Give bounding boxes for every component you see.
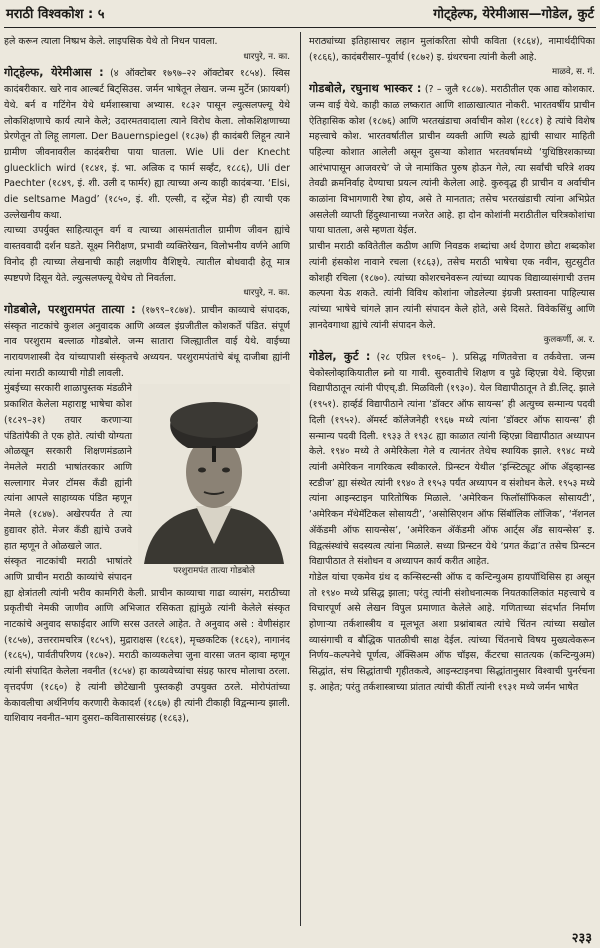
column-divider [300, 32, 301, 926]
entry-godbole-raghunath [309, 81, 595, 239]
entry-godel-kurt [309, 349, 595, 570]
entry-text: (१७९९–१८७४). प्राचीन काव्याचे संपादक, संस्कृत नाटकांचे कुशल अनुवादक आणि अव्वल इंग्रजीतील कोशकर्ते पंडित. संपूर्ण नाव परशुराम बल्लाळ गोडबोले. जन्म सातारा जिल्ह्यातील वाई येथे. वाईच्या नारायणशास्त्री देव यांच्यापाशी संस्कृतचे अध्ययन. परशुरामपंतांचे बंधू दाजीबा ह्यांनी त्यांना मराठी काव्याची गोडी लावली. [4, 304, 290, 379]
author-signature: माळवे, स. गं. [552, 67, 595, 78]
entry-heading: गोडबोले, रघुनाथ भास्कर : [309, 82, 422, 96]
author-signature: धारपुरे, न. का. [243, 51, 290, 62]
entry-heading: गोडेल, कुर्ट : [309, 350, 371, 364]
header-entry-range: गोट्हेल्फ, येरेमीआस—गोडेल, कुर्ट [433, 7, 594, 22]
header-rule [4, 27, 596, 28]
entry-text: (? – जुलै १८८७). मराठीतील एक आद्य कोशकार. जन्म वाई येथे. काही काळ लष्करात आणि शाळाखात्यात नोकरी. भारतवर्षीय प्राचीन ऐतिहासिक कोश (१८७६) आणि भरतखंडाचा अर्वाचीन कोश (१८८१) हे त्यांचे विशेष महत्त्वाचे कोश. भारतवर्षातील प्राचीन व्यक्ती आणि स्थळे ह्यांची साधार माहिती पहिल्या कोशात आलेली असून दुसऱ्या कोशात भरतवर्षामध्ये ‘युधिष्ठिरशकाच्या आरंभापासून आजवरचे’ जे जे नामांकित पुरुष होऊन गेले, त्या सर्वांची चरित्रे शक्य तेवढी क्रमनिर्वाह देण्याचा प्रयत्न त्यांनी केलेला आहे. कुरुवृद्ध ही प्राचीन व अर्वाचीन काळांना विभागणारी रेषा होय, असे ते मानतात; तसेच भरतखंडाची त्यांना अभिप्रेत असलेली व्याप्ती हिंदुस्थानाच्या नजरेत आहे. हा दोन कोशांनी मराठीतील चरित्रकोशांचा पाया घातला, असे म्हणता येईल. [309, 84, 595, 237]
entry-text: (२८ एप्रिल १९०६– ). प्रसिद्ध गणितवेत्ता व तर्कवेत्ता. जन्म चेकोस्लोव्हाकियातील ब्र्नो या गावी. सुरुवातीचे शिक्षण व पुढे व्हिएन्ना येथे. व्हिएन्ना विद्यापीठातून त्यांनी पीएच्.डी. मिळविली (१९३०). येल विद्यापीठातून ते डी.लिट्. झाले (१९५१). हार्व्हर्ड विद्यापीठाने त्यांना ‘डॉक्टर ऑफ सायन्स’ ही अत्युच्च सन्मान्य पदवी दिली (१९५२). ॲमर्स्ट कॉलेजनेही १९६७ मध्ये त्यांना ‘डॉक्टर ऑफ सायन्स’ ही सन्मान्य पदवी दिली. १९३३ ते १९३८ ह्या काळात त्यांनी व्हिएन्ना विद्यापीठात अध्यापन केले. १९४० मध्ये ते अमेरिकेला गेले व त्यानंतर तेथेच स्थायिक झाले. १९४८ मध्ये त्यांनी अमेरिकन नागरिकत्व स्वीकारले. प्रिन्स्टन येथील ‘इन्स्टिट्यूट ऑफ ॲड्व्हान्स्ड स्टडीज’ ह्या संस्थेत त्यांनी १९४० ते १९५३ पर्यंत अध्यापन व संशोधन केले. १९५३ मध्ये त्यांना आइन्स्टाइन पारितोषिक मिळाले. ‘अमेरिकन फिलॉसॉफिकल सोसायटी’, ‘अमेरिकन मॅथेमॅटिकल सोसायटी’, ‘असोसिएशन ऑफ सिंबॉलिक लॉजिक’, ‘नॅशनल ॲकॅडमी ऑफ सायन्सेस’, ‘अमेरिकन ॲकॅडमी ऑफ आर्ट्स अँड सायन्सेस’ इ. विद्वत्संस्थांचे सदस्यत्व त्यांना मिळाले. सध्या प्रिन्स्टन येथे ‘प्रगत केंद्रा’त तसेच प्रिन्स्टन विद्यापीठात ते संशोधन व अध्यापन कार्य करीत आहेत. [309, 352, 595, 568]
page-number: २३३ [571, 931, 592, 946]
portrait-caption: परशुरामपंत तात्या गोडबोले [173, 566, 255, 577]
entry-heading: गोडबोले, परशुरामपंत तात्या : [4, 302, 136, 316]
entry-text: त्याच्या उपर्युक्त साहित्यातून वर्ग व त्याच्या आसमंतातील ग्रामीण जीवन ह्यांचे वास्तववादी दर्शन घडते. सूक्ष्म निरीक्षण, प्रभावी व्यक्तिरेखन, विलोभनीय वर्णने आणि विनोद ही त्याच्या लेखनाची काही लक्षणीय वैशिष्ट्ये. त्यातील बोधवादी हेतू मात्र स्पष्टपणे दिसून येते. ल्युत्सलफ्ल्यू येथेच तो निवर्तला. [4, 225, 290, 284]
left-column [4, 34, 290, 924]
entry-text: (४ ऑक्टोबर १७९७–२२ ऑक्टोबर १८५४). स्विस कादंबरीकार. खरे नाव आल्बर्ट बिट्सिउस. जर्मन भाषेतून लेखन. जन्म मुर्टेन (फ्रायबर्ग) येथे. बर्न व गटिंगेन येथे धर्मशास्त्राचा अभ्यास. १८३२ पासून ल्युत्सलफ्ल्यू येथे लोकशिक्षणाचे कार्य त्याने केले; उदारमतवादाला त्याने विरोध केला. लोकशिक्षणाच्या प्रेरणेतून तो लिहू लागला. Der Bauernspiegel (१८३७) ही कादंबरी लिहून त्याने ग्रामीण जीवनावरील कादंबरीचा पाया घातला. Wie Uli der Knecht gluecklich wird (१८४१, इं. भा. अल्रिक द फार्म सर्व्हंट, १८८६), Uli der Paechter (१८४९, इं. शी. उली द फार्मर) ह्या त्याच्या अन्य काही कादंबऱ्या. ‘Elsi, die seltsame Magd’ (१८५०, इं. शी. एल्सी, द स्ट्रेंज मेड) ही त्याची एक उल्लेखनीय कथा. [4, 68, 290, 221]
portrait-image [138, 384, 290, 564]
entry-godbole-parshurampant [4, 302, 290, 382]
entry-heading: गोट्हेल्फ, येरेमीआस : [4, 66, 104, 80]
header-volume: मराठी विश्वकोश : ५ [6, 7, 105, 22]
continued-text: मराठ्यांच्या इतिहासाचर लहान मुलांकरिता सोपी कविता (१८६४), नामार्थदीपिका (१८६६), कादंबरीसार–पूर्वार्ध (१८७२) इ. ग्रंथरचना त्यांनी केली आहे. [309, 36, 595, 63]
entry-text: गोडेल यांचा एकमेव ग्रंथ द कन्सिस्टन्सी ऑफ द कन्टिन्युअम हायपॉथिसिस हा असून तो १९४० मध्ये प्रसिद्ध झाला; परंतु त्यांनी संशोधनात्मक नियतकालिकांत महत्त्वाचे व विचारपूर्ण असे लेखन विपुल प्रमाणात केलेले आहे. गणिताच्या संदर्भात निर्माण होणाऱ्या तर्कशास्त्रीय व मूलभूत अशा प्रश्नांबाबत त्यांचे चिंतन त्यांच्या सखोल व्यासंगाची व बौद्धिक पातळीची साक्ष देईल. त्यांच्या चिंतनाचे विषय मुख्यत्वेकरून निर्णय–कल्पनेचे पूर्णत्व, ॲक्सिअम ऑफ चॉइस, कँटरचा सातत्यक (कन्टिन्युअम) सिद्धांत, संच सिद्धांताची गृहीतकत्वे, आइन्स्टाइनचा सिद्धांतानुसार विश्वाची पुनर्रचना इ. आहेत; परंतु तर्कशास्त्राच्या प्रांतात त्यांची कीर्ती त्यांनी १९३१ मध्ये जर्मन भाषेत [309, 571, 595, 693]
portrait-figure [138, 384, 290, 582]
author-signature: धारपुरे, न. का. [243, 288, 290, 299]
running-header [6, 4, 594, 24]
author-signature: कुलकर्णी, अ. र. [543, 335, 595, 346]
continued-text: हले करून त्याला निष्प्रभ केले. लाइपसिक येथे तो निधन पावला. [4, 36, 218, 47]
right-column [309, 34, 595, 924]
entry-gotthelf [4, 65, 290, 223]
entry-text: मुंबईच्या सरकारी शाळापुस्तक मंडळीने प्रकाशित केलेला महाराष्ट्र भाषेचा कोश (१८२९–३१) तयार करणाऱ्या पंडितांपैकी ते एक होते. त्यांची योग्यता ओळखून सरकारी शिक्षणमंडळाने नेमलेले मराठी भाषांतरकार आणि सल्लागार मेजर टॉमस कँडी ह्यांनी त्यांना आपले साहाय्यक पंडित म्हणून नेमले (१८४७). अखेरपर्यंत ते त्या हुद्यावर होते. मेजर कँडी ह्यांचे उजवे हात म्हणून ते ओळखले जात. [4, 383, 132, 552]
entry-text: प्राचीन मराठी कवितेतील कठीण आणि निवडक शब्दांचा अर्थ देणारा छोटा शब्दकोश त्यांनी हंसकोश नावाने रचला (१८६३), तसेच मराठी भाषेचा एक नवीन, सुटसुटीत कोशही रचिला (१८७०). त्यांच्या कोशरचनेवरून त्यांच्या व्यापक विद्याव्यासंगाची उत्तम कल्पना येऊ शकते. त्यांनी विविध कोशांना जोडलेल्या इंग्रजी प्रस्तावना पाहिल्यास त्यांच्या भाषेचे चांगले ज्ञान त्यांनी संपादन केले होते, असे दिसते. विवेकसिंधु आणि ज्ञानदेवगाथा ह्यांचे त्यांनी संपादन केले. [309, 241, 595, 331]
entry-text: संस्कृत नाटकांची मराठी भाषांतरे आणि प्राचीन मराठी काव्यांचे संपादन ह्या क्षेत्रांतली त्यांनी भरीव कामगिरी केली. प्राचीन काव्याचा गाढा व्यासंग, मराठीच्या प्रकृतीची नेमकी जाणीव आणि अभिजात रसिकता ह्यांमुळे त्यांनी केलेले संस्कृत नाटकांचे अनुवाद सफाईदार आणि सरस उतरले आहेत. ते अनुवाद असे : वेणीसंहार (१८५७), उत्तररामचरित्र (१८५९), मुद्राराक्षस (१८६१), मृच्छकटिक (१८६२), नागानंद (१८६५), पार्वतीपरिणय (१८७२). मराठी काव्यकलेचा जुना वारसा जतन व्हावा म्हणून त्यांनी संपादित केलेला नवनीत (१८५४) हा काव्यवेच्यांचा संग्रह फारच मोलाचा ठरला. वृत्तदर्पण (१८६०) हे त्यांनी छोटेखानी पुस्तकही उपयुक्त ठरले. मोरोपंतांच्या केकावलीचा अर्थनिर्णय करणारी केकादर्श (१८६७) ही त्यांनी टीकाही विद्वन्मान्य झाली. याशिवाय नवनीत–भाग दुसरा–कवितासारसंग्रह (१८६३), [4, 556, 290, 725]
